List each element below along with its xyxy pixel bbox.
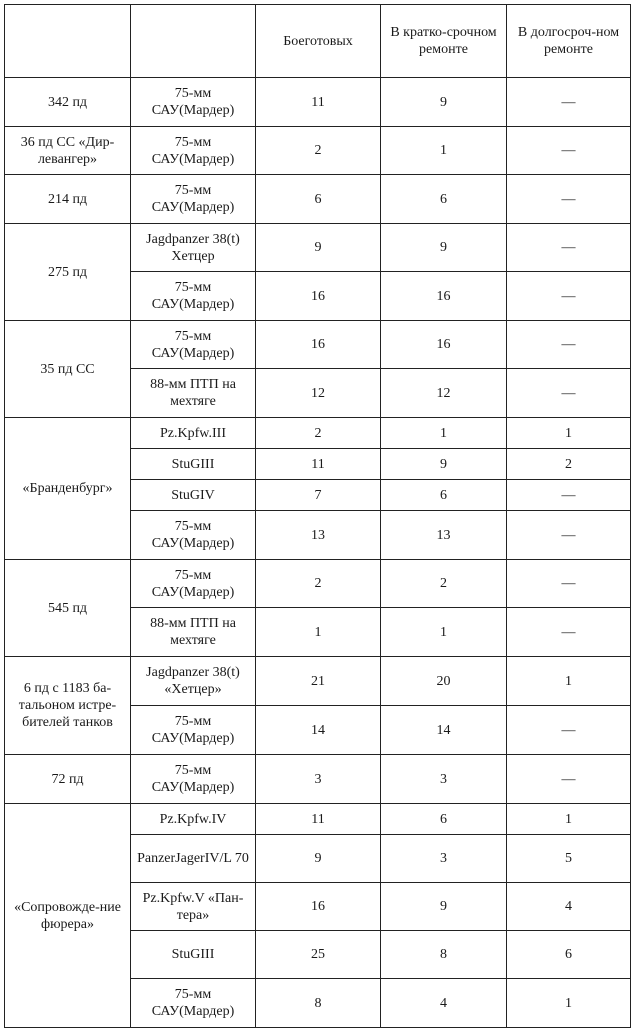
vehicle-type-cell: 75-мм САУ(Мардер) — [131, 127, 256, 175]
vehicle-type-cell: Pz.Kpfw.III — [131, 418, 256, 449]
vehicle-type-cell: PanzerJagerIV/L 70 — [131, 835, 256, 883]
ready-count-cell: 11 — [256, 804, 381, 835]
long-repair-cell: — — [507, 224, 631, 272]
ready-count-cell: 16 — [256, 321, 381, 369]
vehicle-type-cell: Pz.Kpfw.IV — [131, 804, 256, 835]
long-repair-cell: 5 — [507, 835, 631, 883]
short-repair-cell: 16 — [381, 272, 507, 321]
unit-cell: 72 пд — [5, 755, 131, 804]
header-long-repair-cell: В долгосроч-ном ремонте — [507, 5, 631, 78]
short-repair-cell: 14 — [381, 706, 507, 755]
ready-count-cell: 11 — [256, 449, 381, 480]
short-repair-cell: 6 — [381, 175, 507, 224]
table-row — [5, 175, 631, 224]
long-repair-cell: 1 — [507, 804, 631, 835]
ready-count-cell: 16 — [256, 272, 381, 321]
long-repair-cell: — — [507, 78, 631, 127]
vehicle-type-cell: 88-мм ПТП на мехтяге — [131, 608, 256, 657]
ready-count-cell: 13 — [256, 511, 381, 560]
vehicle-type-cell: 75-мм САУ(Мардер) — [131, 78, 256, 127]
vehicle-type-cell: 75-мм САУ(Мардер) — [131, 979, 256, 1028]
short-repair-cell: 9 — [381, 78, 507, 127]
equipment-status-table — [4, 4, 631, 1028]
table-row — [5, 224, 631, 272]
vehicle-type-cell: 75-мм САУ(Мардер) — [131, 706, 256, 755]
long-repair-cell: 1 — [507, 979, 631, 1028]
vehicle-type-cell: StuGIV — [131, 480, 256, 511]
long-repair-cell: — — [507, 511, 631, 560]
short-repair-cell: 12 — [381, 369, 507, 418]
vehicle-type-cell: 75-мм САУ(Мардер) — [131, 175, 256, 224]
ready-count-cell: 14 — [256, 706, 381, 755]
table-body — [5, 5, 631, 1028]
long-repair-cell: — — [507, 127, 631, 175]
ready-count-cell: 2 — [256, 418, 381, 449]
ready-count-cell: 8 — [256, 979, 381, 1028]
short-repair-cell: 9 — [381, 449, 507, 480]
ready-count-cell: 6 — [256, 175, 381, 224]
ready-count-cell: 2 — [256, 127, 381, 175]
table-row — [5, 657, 631, 706]
short-repair-cell: 8 — [381, 931, 507, 979]
unit-cell: «Бранденбург» — [5, 418, 131, 560]
vehicle-type-cell: 75-мм САУ(Мардер) — [131, 321, 256, 369]
short-repair-cell: 9 — [381, 224, 507, 272]
short-repair-cell: 20 — [381, 657, 507, 706]
vehicle-type-cell: StuGIII — [131, 931, 256, 979]
unit-cell: 275 пд — [5, 224, 131, 321]
long-repair-cell: 1 — [507, 657, 631, 706]
long-repair-cell: — — [507, 175, 631, 224]
table-row — [5, 418, 631, 449]
ready-count-cell: 9 — [256, 224, 381, 272]
short-repair-cell: 3 — [381, 835, 507, 883]
short-repair-cell: 3 — [381, 755, 507, 804]
ready-count-cell: 2 — [256, 560, 381, 608]
short-repair-cell: 13 — [381, 511, 507, 560]
ready-count-cell: 3 — [256, 755, 381, 804]
vehicle-type-cell: 75-мм САУ(Мардер) — [131, 272, 256, 321]
vehicle-type-cell: Jagdpanzer 38(t) «Хетцер» — [131, 657, 256, 706]
long-repair-cell: — — [507, 321, 631, 369]
unit-cell: 35 пд СС — [5, 321, 131, 418]
long-repair-cell: — — [507, 480, 631, 511]
table-row — [5, 127, 631, 175]
header-row — [5, 5, 631, 78]
ready-count-cell: 16 — [256, 883, 381, 931]
header-unit-cell — [5, 5, 131, 78]
long-repair-cell: — — [507, 272, 631, 321]
ready-count-cell: 25 — [256, 931, 381, 979]
vehicle-type-cell: Pz.Kpfw.V «Пан-тера» — [131, 883, 256, 931]
long-repair-cell: 2 — [507, 449, 631, 480]
unit-cell: 6 пд с 1183 ба-тальоном истре-бителей танков — [5, 657, 131, 755]
table-row — [5, 755, 631, 804]
short-repair-cell: 2 — [381, 560, 507, 608]
vehicle-type-cell: 75-мм САУ(Мардер) — [131, 755, 256, 804]
long-repair-cell: 1 — [507, 418, 631, 449]
header-short-repair-cell: В кратко-срочном ремонте — [381, 5, 507, 78]
short-repair-cell: 4 — [381, 979, 507, 1028]
long-repair-cell: — — [507, 608, 631, 657]
table-row — [5, 804, 631, 835]
vehicle-type-cell: Jagdpanzer 38(t) Хетцер — [131, 224, 256, 272]
vehicle-type-cell: 88-мм ПТП на мехтяге — [131, 369, 256, 418]
unit-cell: 342 пд — [5, 78, 131, 127]
header-type-cell — [131, 5, 256, 78]
ready-count-cell: 1 — [256, 608, 381, 657]
ready-count-cell: 12 — [256, 369, 381, 418]
header-ready-cell: Боеготовых — [256, 5, 381, 78]
short-repair-cell: 1 — [381, 127, 507, 175]
long-repair-cell: 4 — [507, 883, 631, 931]
short-repair-cell: 6 — [381, 480, 507, 511]
table-row — [5, 321, 631, 369]
table-row — [5, 560, 631, 608]
vehicle-type-cell: 75-мм САУ(Мардер) — [131, 560, 256, 608]
unit-cell: «Сопровожде-ние фюрера» — [5, 804, 131, 1028]
long-repair-cell: — — [507, 560, 631, 608]
long-repair-cell: — — [507, 369, 631, 418]
short-repair-cell: 6 — [381, 804, 507, 835]
vehicle-type-cell: StuGIII — [131, 449, 256, 480]
long-repair-cell: — — [507, 706, 631, 755]
short-repair-cell: 16 — [381, 321, 507, 369]
vehicle-type-cell: 75-мм САУ(Мардер) — [131, 511, 256, 560]
short-repair-cell: 1 — [381, 608, 507, 657]
ready-count-cell: 9 — [256, 835, 381, 883]
unit-cell: 214 пд — [5, 175, 131, 224]
unit-cell: 545 пд — [5, 560, 131, 657]
unit-cell: 36 пд СС «Дир-левангер» — [5, 127, 131, 175]
long-repair-cell: 6 — [507, 931, 631, 979]
ready-count-cell: 11 — [256, 78, 381, 127]
short-repair-cell: 9 — [381, 883, 507, 931]
long-repair-cell: — — [507, 755, 631, 804]
table-row — [5, 78, 631, 127]
ready-count-cell: 7 — [256, 480, 381, 511]
ready-count-cell: 21 — [256, 657, 381, 706]
short-repair-cell: 1 — [381, 418, 507, 449]
